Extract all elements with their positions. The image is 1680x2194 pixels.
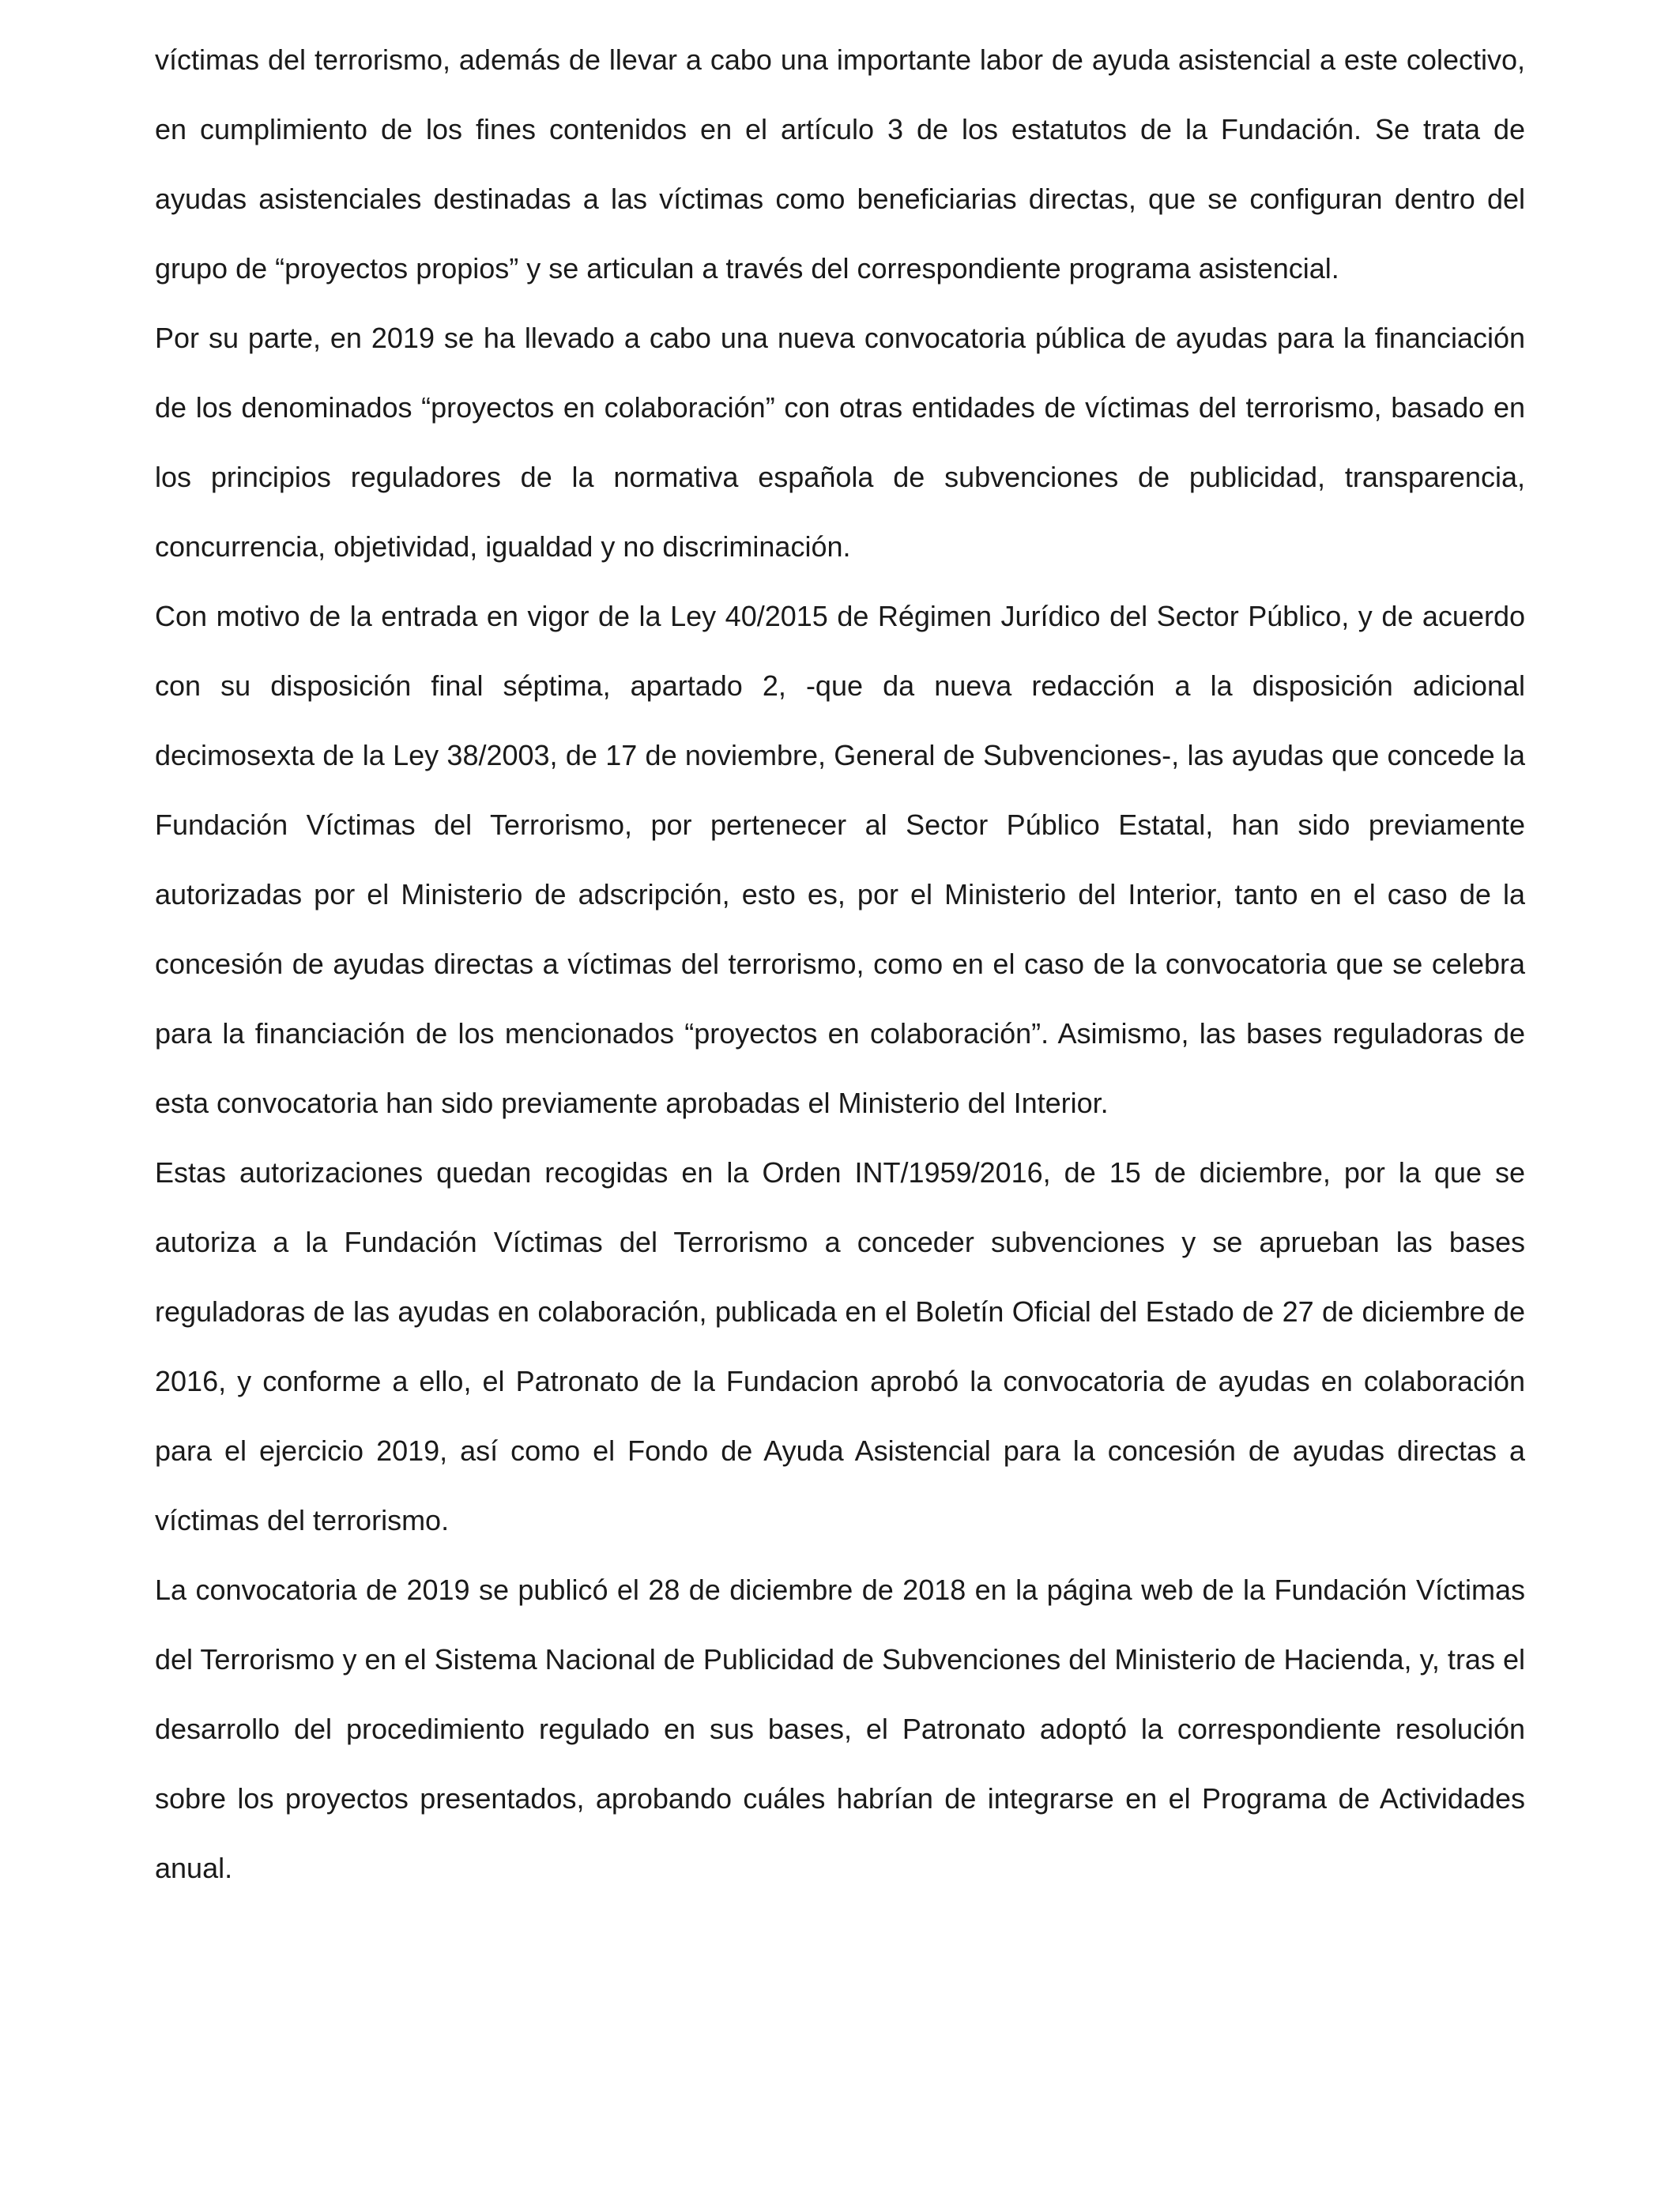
paragraph-legal-framework: Con motivo de la entrada en vigor de la Ley 40/2015 de Régimen Jurídico del Sector Público, y de acuerdo con su disposición final séptima, apartado 2, -que da nueva redacción a la disposición adicional decimosexta de la Ley 38/2003, de 17 de noviembre, General de Subvenciones-, las ayudas que concede la Fundación Víctimas del Terrorismo, por pertenecer al Sector Público Estatal, han sido previamente autorizadas por el Ministerio de adscripción, esto es, por el Ministerio del Interior, tanto en el caso de la concesión de ayudas directas a víctimas del terrorismo, como en el caso de la convocatoria que se celebra para la financiación de los mencionados “proyectos en colaboración”. Asimismo, las bases reguladoras de esta convocatoria han sido previamente aprobadas el Ministerio del Interior. [155,600,1525,1119]
paragraph-call-publication: La convocatoria de 2019 se publicó el 28 de diciembre de 2018 en la página web de la Fundación Víctimas del Terrorismo y en el Sistema Nacional de Publicidad de Subvenciones del Ministerio de Hacienda, y, tras el desarrollo del procedimiento regulado en sus bases, el Patronato adoptó la correspondiente resolución sobre los proyectos presentados, aprobando cuáles habrían de integrarse en el Programa de Actividades anual. [155,1574,1525,1884]
paragraph-authorizations: Estas autorizaciones quedan recogidas en la Orden INT/1959/2016, de 15 de diciembre, por la que se autoriza a la Fundación Víctimas del Terrorismo a conceder subvenciones y se aprueban las bases reguladoras de las ayudas en colaboración, publicada en el Boletín Oficial del Estado de 27 de diciembre de 2016, y conforme a ello, el Patronato de la Fundacion aprobó la convocatoria de ayudas en colaboración para el ejercicio 2019, así como el Fondo de Ayuda Asistencial para la concesión de ayudas directas a víctimas del terrorismo. [155,1156,1525,1536]
paragraph-public-call: Por su parte, en 2019 se ha llevado a cabo una nueva convocatoria pública de ayudas para la financiación de los denominados “proyectos en colaboración” con otras entidades de víctimas del terrorismo, basado en los principios reguladores de la normativa española de subvenciones de publicidad, transparencia, concurrencia, objetividad, igualdad y no discriminación. [155,322,1525,563]
body-text [155,25,1525,1903]
paragraph-victims-assistance: víctimas del terrorismo, además de llevar a cabo una importante labor de ayuda asistencial a este colectivo, en cumplimiento de los fines contenidos en el artículo 3 de los estatutos de la Fundación. Se trata de ayudas asistenciales destinadas a las víctimas como beneficiarias directas, que se configuran dentro del grupo de “proyectos propios” y se articulan a través del correspondiente programa asistencial. [155,43,1525,285]
